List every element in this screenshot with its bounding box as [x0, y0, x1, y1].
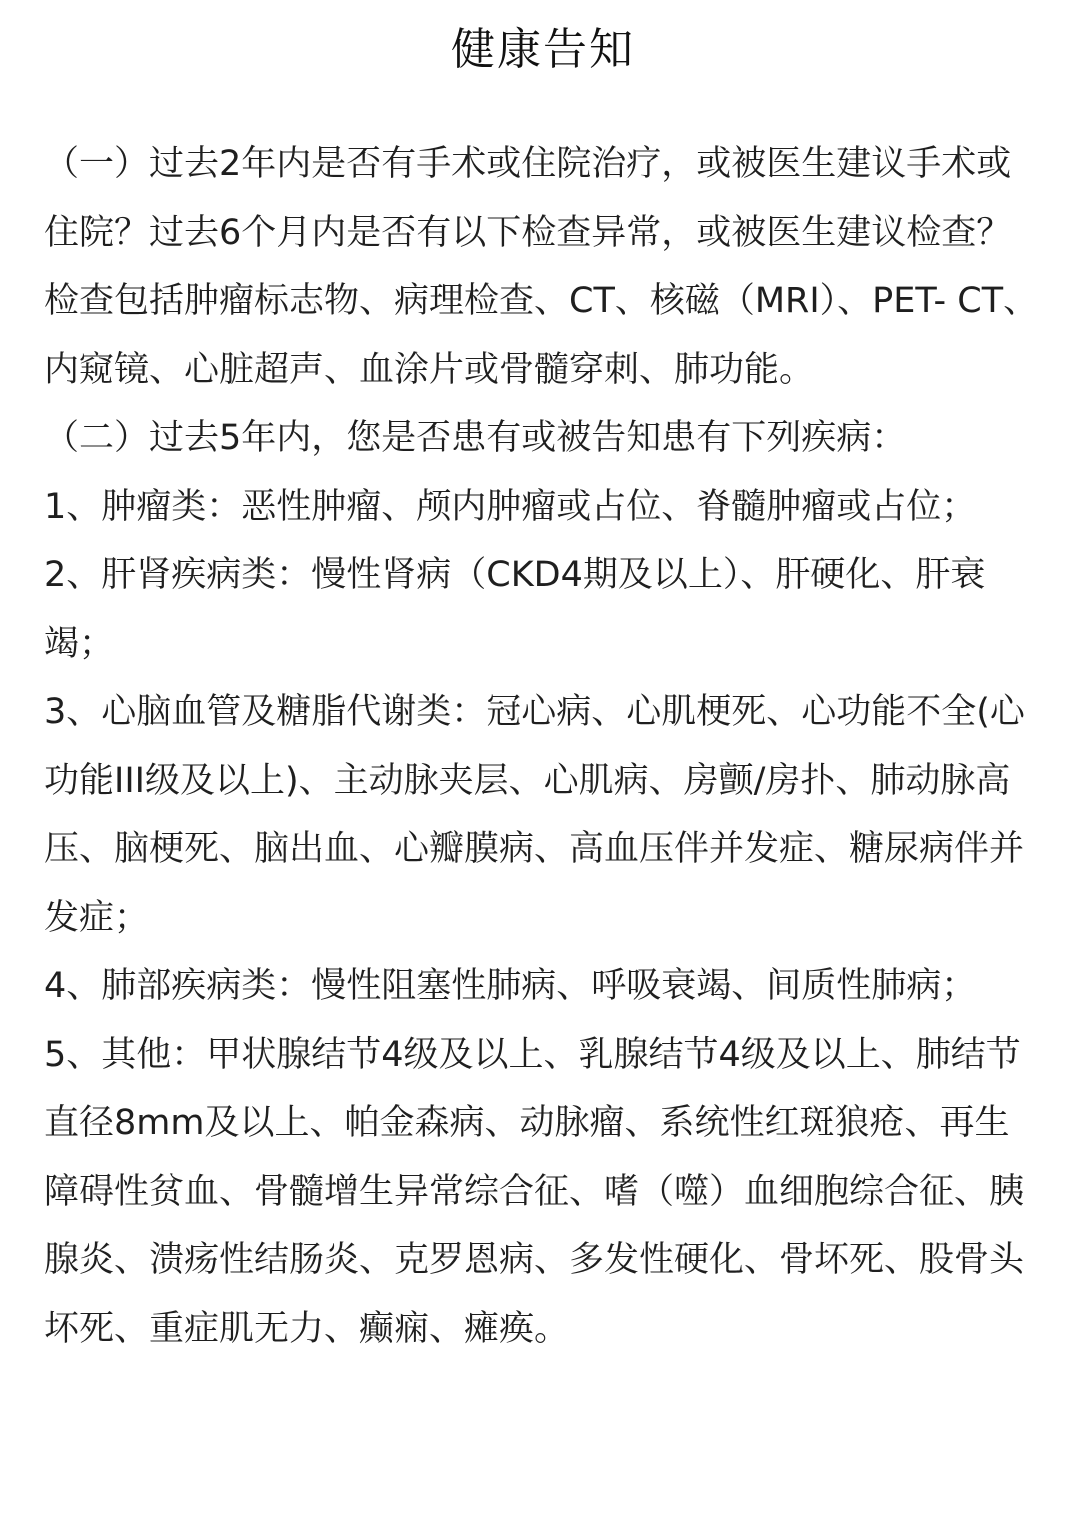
other-category-item: 5、其他：甲状腺结节4级及以上、乳腺结节4级及以上、肺结节直径8mm及以上、帕金森病、动脉瘤、系统性红斑狼疮、再生障碍性贫血、骨髓增生异常综合征、嗜（噬）血细胞综合征、胰腺炎、溃疡性结肠炎、克罗恩病、多发性硬化、骨坏死、股骨头坏死、重症肌无力、癫痫、瘫痪。 — [44, 1034, 1025, 1349]
tumor-category-item: 1、肿瘤类：恶性肿瘤、颅内肿瘤或占位、脊髓肿瘤或占位； — [44, 486, 977, 527]
liver-kidney-category-item: 2、肝肾疾病类：慢性肾病（CKD4期及以上）、肝硬化、肝衰竭； — [44, 555, 986, 664]
cardio-metabolic-category-item: 3、心脑血管及糖脂代谢类：冠心病、心肌梗死、心功能不全(心功能III级及以上)、主动脉夹层、心肌病、房颤/房扑、肺动脉高压、脑梗死、脑出血、心瓣膜病、高血压伴并发症、糖尿病伴并发症； — [44, 692, 1025, 938]
page-title: 健康告知 — [451, 24, 635, 75]
question-two-heading: （二）过去5年内，您是否患有或被告知患有下列疾病： — [44, 418, 907, 458]
question-one-paragraph: （一）过去2年内是否有手术或住院治疗，或被医生建议手术或住院？过去6个月内是否有以下检查异常，或被医生建议检查？检查包括肿瘤标志物、病理检查、CT、核磁（MRI）、PET- CT、内窥镜、心脏超声、血涂片或骨髓穿刺、肺功能。 — [44, 144, 1039, 390]
notice-content — [44, 130, 1042, 1363]
lung-category-item: 4、肺部疾病类：慢性阻塞性肺病、呼吸衰竭、间质性肺病； — [44, 966, 977, 1006]
